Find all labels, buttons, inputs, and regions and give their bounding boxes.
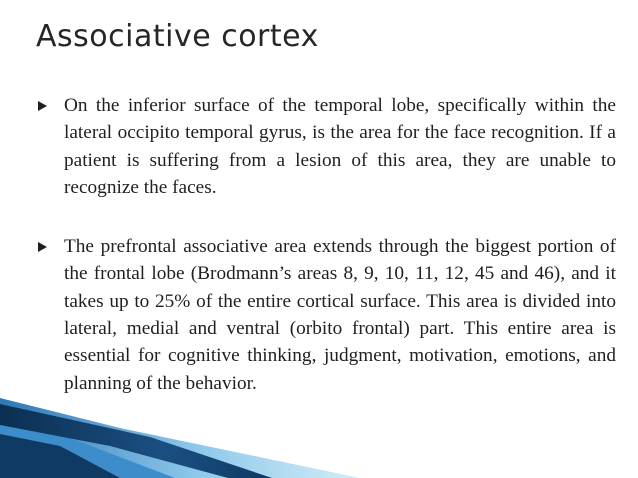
bullet-text: The prefrontal associative area extends through the biggest portion of the frontal lobe (Brodmann’s areas 8, 9, 10, 11, 12, 45 and 46), and it takes up to 25% of the entire cortical surface. This area is divided into lateral, medial and ventral (orbito frontal) part. This entire area is essential for cognitive thinking, judgment, motivation, emotions, and planning of the behavior. [64, 236, 616, 394]
triangle-bullet-icon [38, 92, 64, 119]
bullet-item-face-recognition [38, 92, 616, 201]
triangle-bullet-icon [38, 233, 64, 260]
swoosh-inner-dark [0, 434, 120, 478]
bullet-list [38, 92, 616, 429]
bullet-item-prefrontal-area [38, 233, 616, 397]
bullet-text: On the inferior surface of the temporal lobe, specifically within the lateral occipito temporal gyrus, is the area for the face recognition. If a patient is suffering from a lesion of this area, they are unable to recognize the faces. [64, 95, 616, 198]
slide-title: Associative cortex [36, 19, 319, 54]
